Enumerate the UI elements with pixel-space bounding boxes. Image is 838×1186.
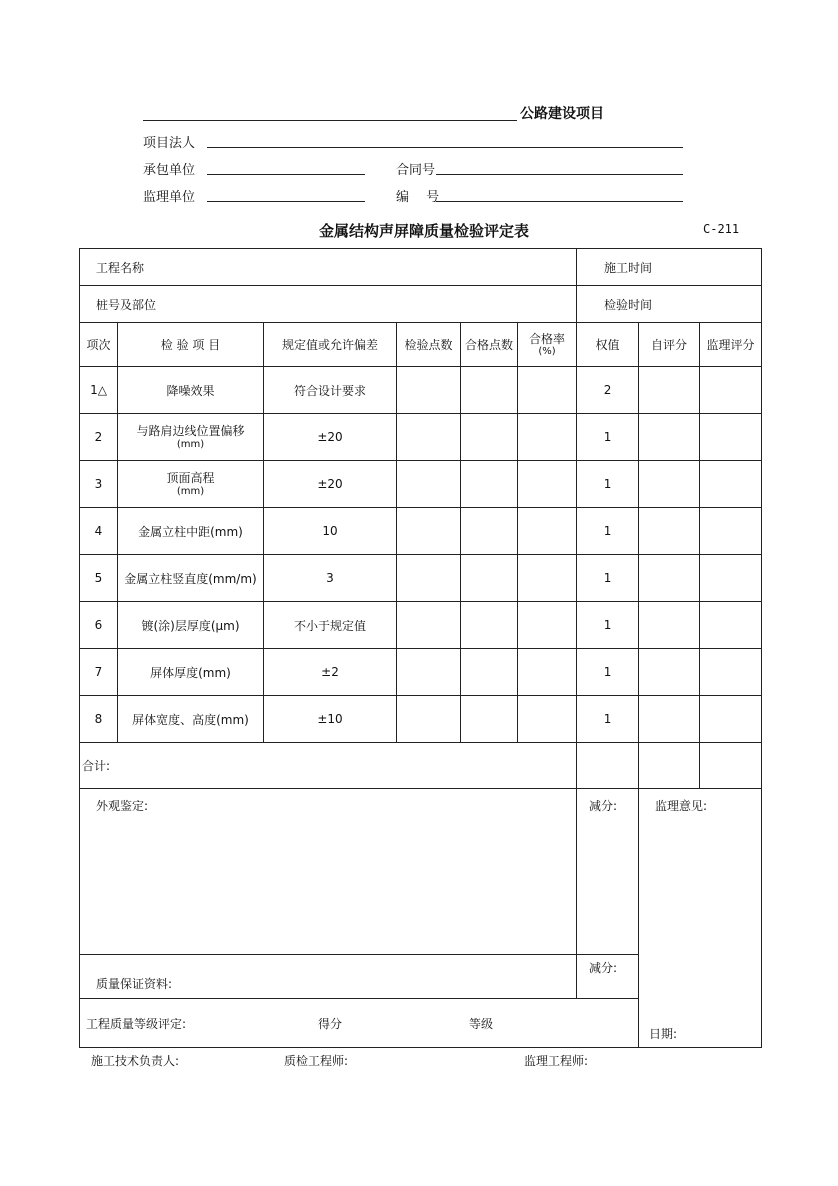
col-self-score: 自评分 bbox=[639, 323, 700, 367]
row-seq: 2 bbox=[80, 414, 118, 461]
row-points[interactable] bbox=[397, 508, 461, 555]
row-item-text: 屏体宽度、高度(mm) bbox=[132, 712, 249, 727]
total-cell bbox=[80, 743, 577, 789]
row-item-text: 金属立柱中距(mm) bbox=[138, 524, 243, 539]
col-rate-unit: (%) bbox=[538, 346, 556, 357]
row-self-score[interactable] bbox=[639, 555, 700, 602]
row-weight: 1 bbox=[577, 696, 639, 743]
row-item-unit: (mm) bbox=[176, 439, 205, 450]
supervising-engineer-signature[interactable]: 监理工程师: bbox=[524, 1054, 589, 1068]
row-points[interactable] bbox=[397, 696, 461, 743]
table-row bbox=[80, 555, 762, 602]
row-self-score[interactable] bbox=[639, 696, 700, 743]
tech-lead-signature[interactable]: 施工技术负责人: bbox=[91, 1054, 180, 1068]
row-passed[interactable] bbox=[461, 649, 518, 696]
row-self-score[interactable] bbox=[639, 414, 700, 461]
row-sup-score[interactable] bbox=[700, 649, 762, 696]
total-weight[interactable] bbox=[577, 743, 639, 789]
quality-docs-deduct-label: 减分: bbox=[589, 961, 618, 975]
col-spec: 规定值或允许偏差 bbox=[264, 323, 397, 367]
row-rate[interactable] bbox=[518, 414, 577, 461]
row-weight: 1 bbox=[577, 649, 639, 696]
total-sup-score[interactable] bbox=[700, 743, 762, 789]
row-item bbox=[118, 508, 264, 555]
row-passed[interactable] bbox=[461, 367, 518, 414]
row-rate[interactable] bbox=[518, 555, 577, 602]
col-item: 检 验 项 目 bbox=[118, 323, 264, 367]
level-label: 等级 bbox=[469, 1017, 494, 1031]
row-passed[interactable] bbox=[461, 508, 518, 555]
project-name-label: 工程名称 bbox=[96, 260, 145, 275]
table-row bbox=[80, 602, 762, 649]
row-rate[interactable] bbox=[518, 508, 577, 555]
grade-label: 工程质量等级评定: bbox=[86, 1016, 187, 1031]
appearance-deduct-label: 减分: bbox=[589, 799, 618, 813]
legal-person-field[interactable] bbox=[207, 147, 683, 148]
row-item bbox=[118, 555, 264, 602]
row-item-text: 屏体厚度(mm) bbox=[150, 665, 231, 680]
col-passed: 合格点数 bbox=[461, 323, 518, 367]
row-weight: 1 bbox=[577, 461, 639, 508]
qc-engineer-signature[interactable]: 质检工程师: bbox=[284, 1054, 349, 1068]
row-passed[interactable] bbox=[461, 414, 518, 461]
row-rate[interactable] bbox=[518, 602, 577, 649]
quality-docs-deduct-cell[interactable] bbox=[577, 955, 639, 999]
table-row bbox=[80, 414, 762, 461]
row-self-score[interactable] bbox=[639, 508, 700, 555]
row-seq: 8 bbox=[80, 696, 118, 743]
row-passed[interactable] bbox=[461, 461, 518, 508]
row-item bbox=[118, 414, 264, 461]
col-weight: 权值 bbox=[577, 323, 639, 367]
row-self-score[interactable] bbox=[639, 602, 700, 649]
row-rate[interactable] bbox=[518, 696, 577, 743]
col-points: 检验点数 bbox=[397, 323, 461, 367]
table-row bbox=[80, 649, 762, 696]
row-weight: 1 bbox=[577, 414, 639, 461]
supervisor-opinion-label: 监理意见: bbox=[655, 799, 708, 813]
supervisor-label: 监理单位 bbox=[143, 190, 196, 205]
project-name-cell[interactable] bbox=[80, 249, 577, 286]
contractor-field[interactable] bbox=[207, 174, 365, 175]
row-sup-score[interactable] bbox=[700, 696, 762, 743]
construction-time-label: 施工时间 bbox=[604, 260, 653, 275]
form-code: C-211 bbox=[703, 222, 740, 236]
inspection-time-cell[interactable] bbox=[577, 286, 762, 323]
row-passed[interactable] bbox=[461, 555, 518, 602]
supervisor-opinion-cell[interactable] bbox=[639, 789, 762, 1048]
row-spec: ±20 bbox=[264, 461, 397, 508]
row-seq: 3 bbox=[80, 461, 118, 508]
appearance-cell[interactable] bbox=[80, 789, 577, 955]
row-seq: 4 bbox=[80, 508, 118, 555]
row-sup-score[interactable] bbox=[700, 555, 762, 602]
row-passed[interactable] bbox=[461, 602, 518, 649]
table-row bbox=[80, 461, 762, 508]
row-spec: 3 bbox=[264, 555, 397, 602]
contract-no-field[interactable] bbox=[436, 174, 683, 175]
row-item-text: 降噪效果 bbox=[166, 383, 215, 398]
row-self-score[interactable] bbox=[639, 367, 700, 414]
row-weight: 1 bbox=[577, 555, 639, 602]
row-spec: 10 bbox=[264, 508, 397, 555]
form-title: 金属结构声屏障质量检验评定表 bbox=[319, 222, 530, 240]
row-sup-score[interactable] bbox=[700, 508, 762, 555]
project-name-line[interactable] bbox=[143, 120, 517, 121]
inspection-time-label: 检验时间 bbox=[604, 297, 653, 312]
row-points[interactable] bbox=[397, 461, 461, 508]
quality-docs-label: 质量保证资料: bbox=[96, 977, 173, 991]
inspection-table-body bbox=[79, 248, 762, 1048]
row-points[interactable] bbox=[397, 555, 461, 602]
project-suffix: 公路建设项目 bbox=[520, 106, 604, 122]
row-points[interactable] bbox=[397, 367, 461, 414]
row-item-text: 金属立柱竖直度(mm/m) bbox=[124, 571, 257, 586]
row-sup-score[interactable] bbox=[700, 414, 762, 461]
row-spec: 符合设计要求 bbox=[264, 367, 397, 414]
row-item bbox=[118, 367, 264, 414]
supervisor-field[interactable] bbox=[207, 201, 365, 202]
construction-time-cell[interactable] bbox=[577, 249, 762, 286]
row-item bbox=[118, 696, 264, 743]
row-points[interactable] bbox=[397, 602, 461, 649]
row-passed[interactable] bbox=[461, 696, 518, 743]
serial-no-field[interactable] bbox=[436, 201, 683, 202]
row-sup-score[interactable] bbox=[700, 602, 762, 649]
row-self-score[interactable] bbox=[639, 461, 700, 508]
row-rate[interactable] bbox=[518, 649, 577, 696]
row-spec: 不小于规定值 bbox=[264, 602, 397, 649]
row-self-score[interactable] bbox=[639, 649, 700, 696]
row-item-text: 与路肩边线位置偏移 bbox=[136, 424, 245, 438]
legal-person-label: 项目法人 bbox=[143, 136, 196, 151]
col-rate bbox=[518, 323, 577, 367]
row-points[interactable] bbox=[397, 649, 461, 696]
table-row bbox=[80, 508, 762, 555]
table-row bbox=[80, 367, 762, 414]
serial-no-label: 编 号 bbox=[396, 190, 440, 205]
row-rate[interactable] bbox=[518, 367, 577, 414]
row-weight: 1 bbox=[577, 508, 639, 555]
row-weight: 1 bbox=[577, 602, 639, 649]
row-item-text: 镀(涂)层厚度(μm) bbox=[141, 618, 240, 633]
col-seq: 项次 bbox=[80, 323, 118, 367]
total-self-score[interactable] bbox=[639, 743, 700, 789]
row-seq: 7 bbox=[80, 649, 118, 696]
score-label: 得分 bbox=[318, 1017, 343, 1031]
station-cell[interactable] bbox=[80, 286, 577, 323]
row-seq: 5 bbox=[80, 555, 118, 602]
row-item-text: 顶面高程 bbox=[166, 471, 215, 485]
total-label: 合计: bbox=[82, 759, 111, 773]
row-weight: 2 bbox=[577, 367, 639, 414]
contract-no-label: 合同号 bbox=[396, 163, 436, 178]
quality-docs-cell[interactable] bbox=[80, 955, 577, 999]
row-spec: ±10 bbox=[264, 696, 397, 743]
row-sup-score[interactable] bbox=[700, 367, 762, 414]
total-row bbox=[80, 743, 762, 789]
row-points[interactable] bbox=[397, 414, 461, 461]
row-sup-score[interactable] bbox=[700, 461, 762, 508]
table-row bbox=[80, 696, 762, 743]
col-sup-score: 监理评分 bbox=[700, 323, 762, 367]
appearance-label: 外观鉴定: bbox=[96, 799, 149, 813]
col-rate-label: 合格率 bbox=[529, 332, 566, 346]
row-item-unit: (mm) bbox=[176, 486, 205, 497]
row-item bbox=[118, 649, 264, 696]
grade-cell[interactable] bbox=[80, 999, 639, 1048]
row-spec: ±2 bbox=[264, 649, 397, 696]
station-label: 桩号及部位 bbox=[96, 297, 157, 312]
row-spec: ±20 bbox=[264, 414, 397, 461]
row-rate[interactable] bbox=[518, 461, 577, 508]
contractor-label: 承包单位 bbox=[143, 163, 196, 178]
column-header-row bbox=[80, 323, 762, 367]
row-seq: 1△ bbox=[80, 367, 118, 414]
row-item bbox=[118, 602, 264, 649]
appearance-deduct-cell[interactable] bbox=[577, 789, 639, 955]
row-seq: 6 bbox=[80, 602, 118, 649]
row-item bbox=[118, 461, 264, 508]
date-label: 日期: bbox=[649, 1027, 678, 1041]
